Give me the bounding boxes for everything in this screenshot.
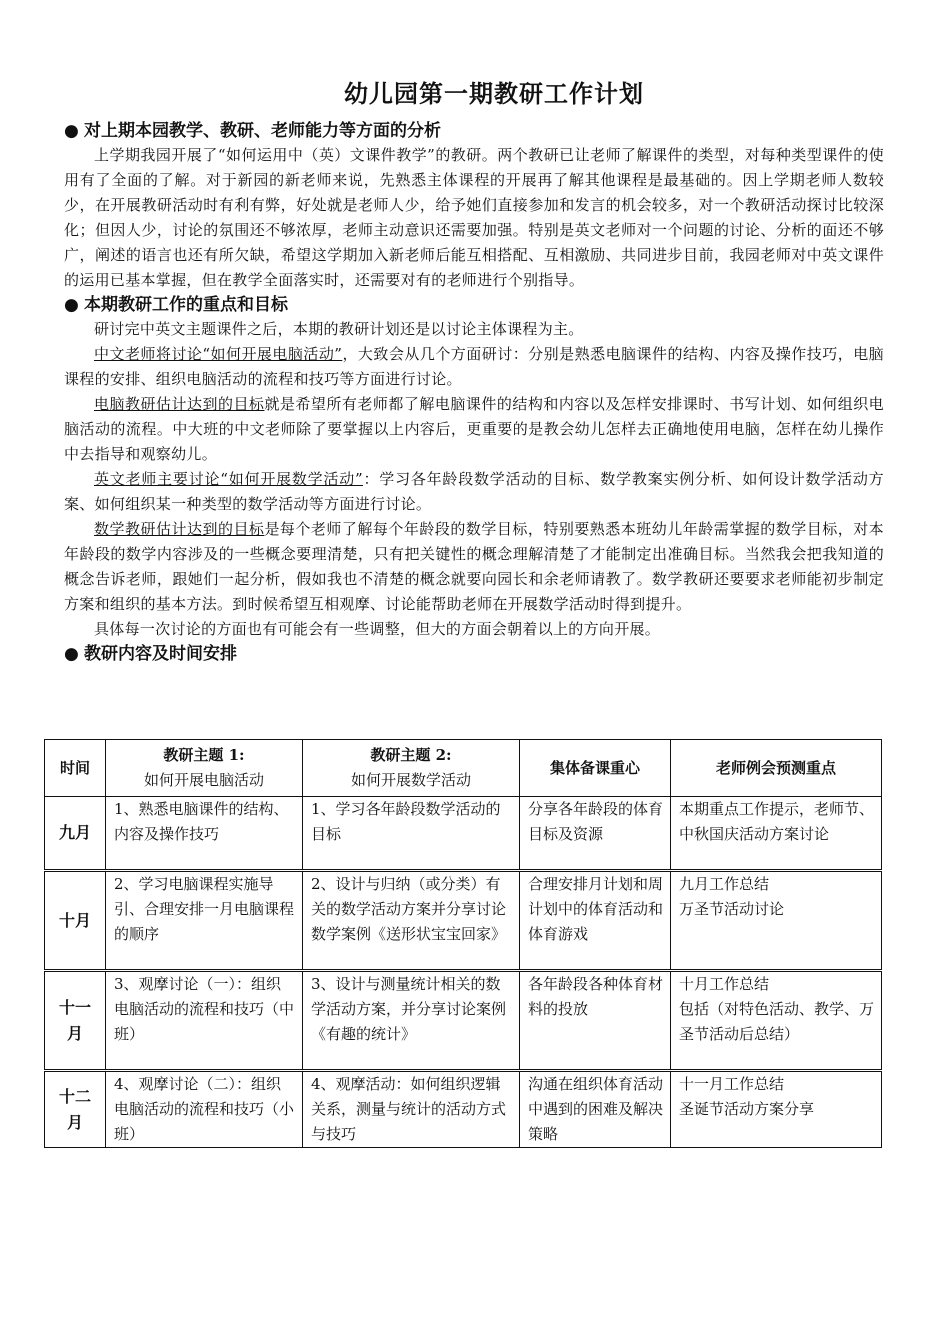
bullet-icon: ●: [64, 644, 79, 664]
table-cell: 九月工作总结 万圣节活动讨论: [671, 871, 882, 971]
paragraph-text: 研讨完中英文主题课件之后，本期的教研计划还是以讨论主体课程为主。: [94, 320, 584, 338]
paragraph-text: ，大致会从几个方面研讨：分别是熟悉电脑课件的结构、内容及操作技巧，电脑课程的安排、组织电脑活动的流程和技巧等方面进行讨论。: [64, 345, 884, 388]
month-label-part: 十二: [58, 1086, 91, 1106]
table-cell: 3、观摩讨论（一）：组织电脑活动的流程和技巧（中班）: [106, 971, 303, 1071]
header-topic-2: [303, 740, 520, 797]
table-row: [45, 971, 882, 1071]
paragraph: [64, 392, 884, 467]
section-heading-text: 本期教研工作的重点和目标: [84, 295, 288, 315]
header-teacher-meeting-label: 老师例会预测重点: [715, 758, 836, 777]
section-heading: [64, 642, 884, 666]
underlined-text: 电脑教研估计达到的目标: [94, 395, 265, 413]
underlined-text: 中文老师将讨论“如何开展电脑活动”: [94, 345, 343, 363]
month-cell: 九月: [45, 797, 106, 871]
table-cell: 2、设计与归纳（或分类）有关的数学活动方案并分享讨论数学案例《送形状宝宝回家》: [303, 871, 520, 971]
month-cell: 十月: [45, 871, 106, 971]
section-heading-text: 对上期本园教学、教研、老师能力等方面的分析: [84, 121, 441, 141]
table-cell: 十一月工作总结 圣诞节活动方案分享: [671, 1071, 882, 1148]
table-body: [45, 797, 882, 1148]
underlined-text: 数学教研估计达到的目标: [94, 520, 265, 538]
table-cell: 分享各年龄段的体育目标及资源: [520, 797, 671, 871]
table-cell: 3、设计与测量统计相关的数学活动方案，并分享讨论案例《有趣的统计》: [303, 971, 520, 1071]
table-cell: 4、观摩讨论（二）：组织电脑活动的流程和技巧（小班）: [106, 1071, 303, 1148]
paragraph: [64, 342, 884, 392]
table-row: [45, 871, 882, 971]
paragraph-text: 具体每一次讨论的方面也有可能会有一些调整，但大的方面会朝着以上的方向开展。: [94, 620, 661, 638]
bullet-icon: ●: [64, 295, 79, 315]
table-cell: 沟通在组织体育活动中遇到的困难及解决策略: [520, 1071, 671, 1148]
underlined-text: 英文老师主要讨论“如何开展数学活动”: [94, 470, 364, 488]
month-label-part: 月: [66, 1112, 83, 1132]
paragraph: [64, 617, 884, 642]
paragraph: [64, 517, 884, 617]
month-cell: [45, 971, 106, 1071]
table-cell: 本期重点工作提示，老师节、中秋国庆活动方案讨论: [671, 797, 882, 871]
paragraph: [64, 143, 884, 293]
document-page: [64, 74, 884, 666]
paragraph-text: ：学习各年龄段数学活动的目标、数学教案实例分析、如何设计数学活动方案、如何组织某一种类型的数学活动等方面进行讨论。: [64, 470, 884, 513]
schedule-table: [44, 739, 882, 1148]
paragraph-text: 就是希望所有老师都了解电脑课件的结构和内容以及怎样安排课时、书写计划、如何组织电脑活动的流程。中大班的中文老师除了要掌握以上内容后，更重要的是教会幼儿怎样去正确地使用电脑，怎样在幼儿操作中去指导和观察幼儿。: [64, 395, 884, 463]
month-label-part: 十一: [58, 997, 91, 1017]
sections: [64, 119, 884, 666]
table-row: [45, 1071, 882, 1148]
header-topic-2-subtitle: 如何开展数学活动: [350, 771, 471, 789]
table-cell: 1、熟悉电脑课件的结构、内容及操作技巧: [106, 797, 303, 871]
header-topic-1-subtitle: 如何开展电脑活动: [143, 771, 264, 789]
section-heading-text: 教研内容及时间安排: [84, 644, 237, 664]
bullet-icon: ●: [64, 121, 79, 141]
header-teacher-meeting: [671, 740, 882, 797]
table-cell: 各年龄段各种体育材料的投放: [520, 971, 671, 1071]
page-title: 幼儿园第一期教研工作计划: [344, 80, 644, 108]
table-cell: 十月工作总结 包括（对特色活动、教学、万圣节活动后总结）: [671, 971, 882, 1071]
header-time-label: 时间: [59, 758, 90, 777]
header-topic-2-title: 教研主题 2:: [370, 746, 452, 764]
table-cell: 1、学习各年龄段数学活动的目标: [303, 797, 520, 871]
header-time: [45, 740, 106, 797]
table-row: [45, 797, 882, 871]
month-cell: [45, 1071, 106, 1148]
section-heading: [64, 293, 884, 317]
paragraph-text: 是每个老师了解每个年龄段的数学目标，特别要熟悉本班幼儿年龄需掌握的数学目标，对本年龄段的数学内容涉及的一些概念要理清楚，只有把关键性的概念理解清楚了才能制定出准确目标。当然我会把我知道的概念告诉老师，跟她们一起分析，假如我也不清楚的概念就要向园长和余老师请教了。数学教研还要要求老师能初步制定方案和组织的基本方法。到时候希望互相观摩、讨论能帮助老师在开展数学活动时得到提升。: [64, 520, 884, 613]
paragraph: [64, 317, 884, 342]
paragraph-text: 上学期我园开展了“如何运用中（英）文课件教学”的教研。两个教研已让老师了解课件的类型，对每种类型课件的使用有了全面的了解。对于新园的新老师来说，先熟悉主体课程的开展再了解其他课程是最基础的。因上学期老师人数较少，在开展教研活动时有利有弊，好处就是老师人少，给予她们直接参加和发言的机会较多，对一个教研活动探讨比较深化；但因人少，讨论的氛围还不够浓厚，老师主动意识还需要加强。特别是英文老师对一个问题的讨论、分析的面还不够广，阐述的语言也还有所欠缺，希望这学期加入新老师后能互相搭配、互相激励、共同进步目前，我园老师对中英文课件的运用已基本掌握，但在教学全面落实时，还需要对有的老师进行个别指导。: [64, 146, 884, 289]
paragraph: [64, 467, 884, 517]
header-topic-1: [106, 740, 303, 797]
table-cell: 合理安排月计划和周计划中的体育活动和体育游戏: [520, 871, 671, 971]
header-topic-1-title: 教研主题 1:: [163, 746, 245, 764]
table-cell: 4、观摩活动：如何组织逻辑关系，测量与统计的活动方式与技巧: [303, 1071, 520, 1148]
header-lesson-prep-label: 集体备课重心: [549, 758, 640, 777]
table-header-row: [45, 740, 882, 797]
section-heading: [64, 119, 884, 143]
month-label-part: 月: [66, 1023, 83, 1043]
table-cell: 2、学习电脑课程实施导引、合理安排一月电脑课程的顺序: [106, 871, 303, 971]
header-lesson-prep: [520, 740, 671, 797]
